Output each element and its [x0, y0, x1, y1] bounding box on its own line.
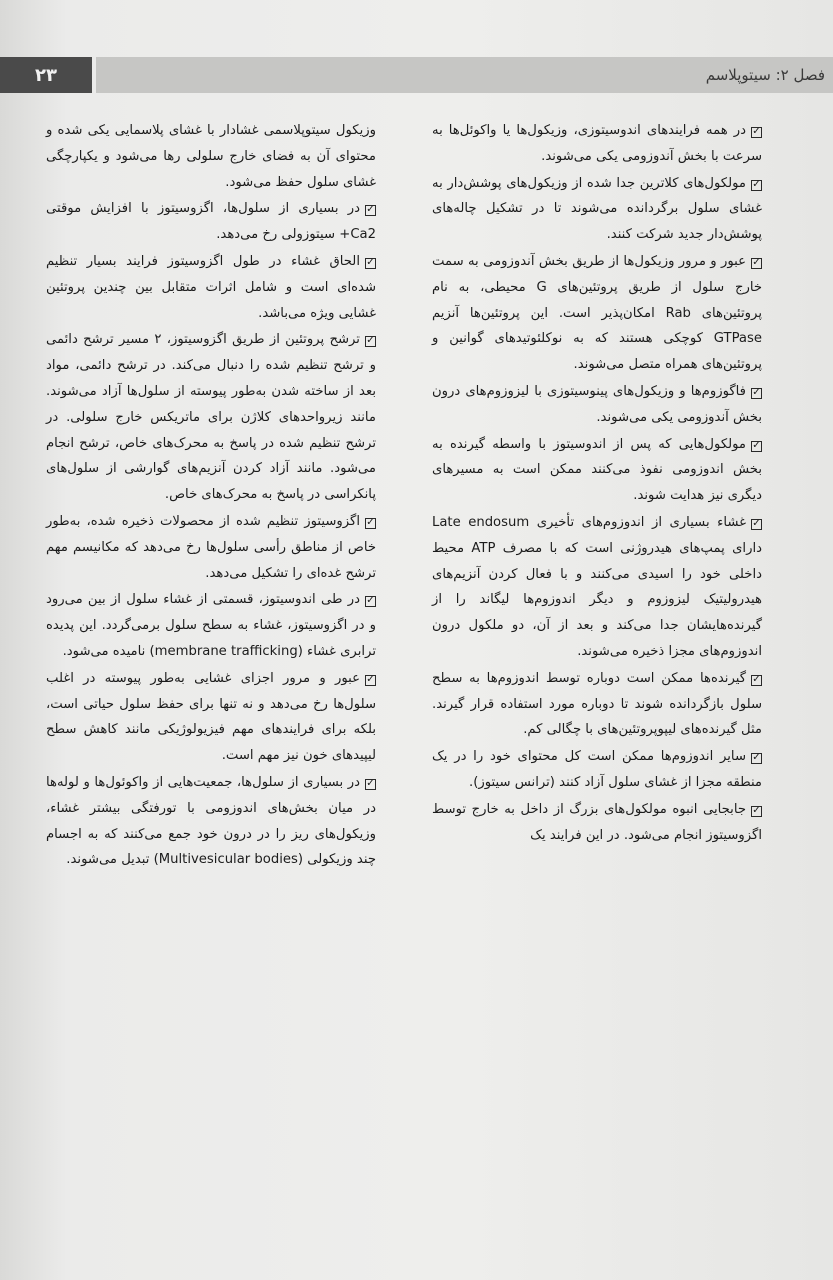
checkbox-icon: [365, 779, 376, 790]
checkbox-icon: [365, 336, 376, 347]
checkbox-icon: [751, 753, 762, 764]
list-item: ✓اگزوسیتوز تنظیم شده از محصولات ذخیره شده، به‌طور خاص از مناطق رأسی سلول‌ها رخ می‌دهد که مکانیسم مهم ترشح غده‌ای را تشکیل می‌دهد.: [46, 509, 376, 586]
list-item: ✓غشاء بسیاری از اندوزوم‌های تأخیری Late endosum دارای پمپ‌های هیدروژنی است که با مصرف ATP محیط داخلی خود را اسیدی می‌کنند و با فعال کردن آنزیم‌های هیدرولیتیک لیزوزوم و دیگر اندوزوم‌ها لیگاند را از گیرنده‌هایشان جدا می‌کند و بعد از آن، دو ملکول درون اندوزوم‌های مجزا ذخیره می‌شوند.: [432, 510, 762, 665]
list-item: ✓در همه فرایندهای اندوسیتوزی، وزیکول‌ها یا واکوئل‌ها به سرعت با بخش آندوزومی یکی می‌شوند.: [432, 118, 762, 170]
list-item: ✓عبور و مرور وزیکول‌ها از طریق بخش آندوزومی به سمت خارج سلول از طریق پروتئین‌های G محیطی، به نام پروتئین‌های Rab امکان‌پذیر است. این پروتئین‌ها آنزیم GTPase کوچکی هستند که به نوکلئوتیدهای گوانین و پروتئین‌های همراه متصل می‌شوند.: [432, 249, 762, 378]
list-item: ✓ترشح پروتئین از طریق اگزوسیتوز، ۲ مسیر ترشح دائمی و ترشح تنظیم شده را دنبال می‌کند. در ترشح دائمی، مواد بعد از ساخته شدن به‌طور پیوسته از سلول‌ها آزاد می‌شوند. مانند زیرواحدهای کلاژن برای ماتریکس خارج سلولی. در ترشح تنظیم شده در پاسخ به محرک‌های خاص، ترشح انجام می‌شود. مانند آزاد کردن آنزیم‌های گوارشی از سلول‌های پانکراسی در پاسخ به محرک‌های خاص.: [46, 327, 376, 508]
list-item: ✓الحاق غشاء در طول اگزوسیتوز فرایند بسیار تنظیم شده‌ای است و شامل اثرات متقابل بین چندین پروتئین غشایی ویژه می‌باشد.: [46, 249, 376, 326]
checkbox-icon: [365, 675, 376, 686]
list-item: ✓در طی اندوسیتوز، قسمتی از غشاء سلول از بین می‌رود و در اگزوسیتوز، غشاء به سطح سلول برمی‌گردد. این پدیده ترابری غشاء (membrane trafficking) نامیده می‌شود.: [46, 587, 376, 664]
checkbox-icon: [751, 441, 762, 452]
list-item: ✓مولکول‌های کلاترین جدا شده از وزیکول‌های پوشش‌دار به غشای سلول برگردانده می‌شوند تا در تشکیل چاله‌های پوشش‌دار جدید شرکت کنند.: [432, 171, 762, 248]
list-item: ✓در بسیاری از سلول‌ها، جمعیت‌هایی از واکوئول‌ها و لوله‌ها در میان بخش‌های اندوزومی با تورفتگی بیشتر غشاء، وزیکول‌های ریز را در درون خود جمع می‌کنند که به اجسام چند وزیکولی (Multivesicular bodies) تبدیل می‌شوند.: [46, 770, 376, 873]
list-item: ✓مولکول‌هایی که پس از اندوسیتوز با واسطه گیرنده به بخش اندوزومی نفوذ می‌کنند ممکن است به مسیرهای دیگری نیز هدایت شوند.: [432, 432, 762, 509]
list-item: ✓سایر اندوزوم‌ها ممکن است کل محتوای خود را در یک منطقه مجزا از غشای سلول آزاد کنند (ترانس سیتوز).: [432, 744, 762, 796]
list-item: ✓فاگوزوم‌ها و وزیکول‌های پینوسیتوزی با لیزوزوم‌های درون بخش آندوزومی یکی می‌شوند.: [432, 379, 762, 431]
checkbox-icon: [751, 127, 762, 138]
checkbox-icon: [751, 258, 762, 269]
list-item: ✓جابجایی انبوه مولکول‌های بزرگ از داخل به خارج توسط اگزوسیتوز انجام می‌شود. در این فرایند یک: [432, 797, 762, 849]
checkbox-icon: [751, 519, 762, 530]
checkbox-icon: [365, 596, 376, 607]
chapter-header-bar: [96, 57, 833, 93]
chapter-title: فصل ۲: سیتوپلاسم: [705, 66, 825, 84]
list-item: ✓عبور و مرور اجزای غشایی به‌طور پیوسته در اغلب سلول‌ها رخ می‌دهد و نه تنها برای حفظ سلول حیاتی است، بلکه برای فرایندهای مهم فیزیولوژیکی مانند کاهش سطح لیپیدهای خون نیز مهم است.: [46, 666, 376, 769]
right-column: [432, 118, 762, 849]
checkbox-icon: [751, 806, 762, 817]
checkbox-icon: [751, 388, 762, 399]
checkbox-icon: [365, 518, 376, 529]
list-item: ✓گیرنده‌ها ممکن است دوباره توسط اندوزوم‌ها به سطح سلول بازگردانده شوند تا دوباره مورد استفاده قرار گیرند. مثل گیرنده‌های لیپوپروتئین‌های با چگالی کم.: [432, 666, 762, 743]
checkbox-icon: [751, 675, 762, 686]
list-item: ✓در بسیاری از سلول‌ها، اگزوسیتوز با افزایش موقتی Ca2+ سیتوزولی رخ می‌دهد.: [46, 196, 376, 248]
page-number-tab: [0, 57, 92, 93]
checkbox-icon: [751, 180, 762, 191]
continuation-paragraph: وزیکول سیتوپلاسمی غشادار با غشای پلاسمایی یکی شده و محتوای آن به فضای خارج سلولی رها می‌شود و یکپارچگی غشای سلول حفظ می‌شود.: [46, 123, 376, 190]
left-column: [46, 118, 376, 874]
page-number: ۲۳: [35, 64, 57, 86]
checkbox-icon: [365, 205, 376, 216]
checkbox-icon: [365, 258, 376, 269]
